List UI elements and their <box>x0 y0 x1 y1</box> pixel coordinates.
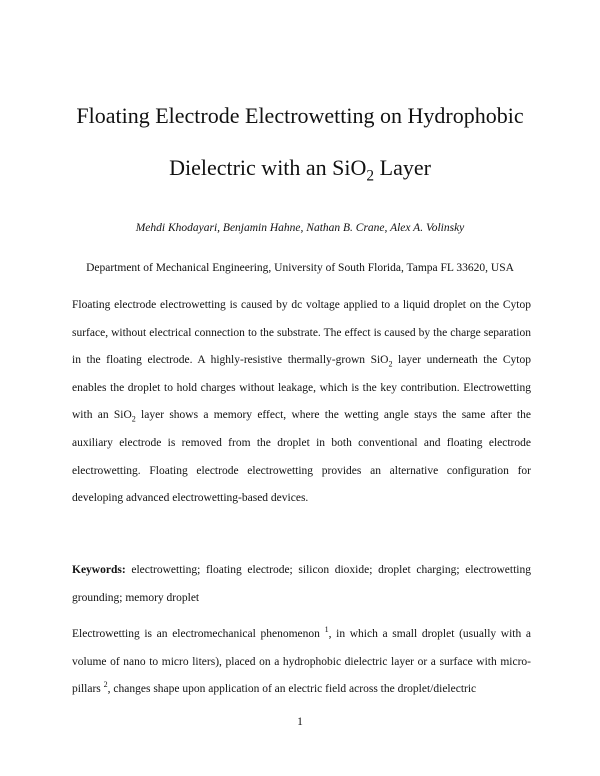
page-number: 1 <box>297 716 303 728</box>
author-list: Mehdi Khodayari, Benjamin Hahne, Nathan B. Crane, Alex A. Volinsky <box>135 222 465 234</box>
intro-paragraph: Electrowetting is an electromechanical phenomenon $^1$, in which a small droplet (usually with a volume of nano to micro liters), placed on a hydrophobic dielectric layer or a surface with micro-pillars $^2$, changes shape upon application of an electric field across the droplet/dielectric <box>72 625 532 696</box>
affiliation: Department of Mechanical Engineering, University of South Florida, Tampa FL 33620, USA <box>86 262 514 274</box>
paper-title-line-2: Dielectric with an SiO$_2$ Layer <box>169 155 431 185</box>
keywords: Keywords: electrowetting; floating electrode; silicon dioxide; droplet charging; electrowetting grounding; memory droplet <box>72 564 531 604</box>
keywords-label: Keywords: <box>72 564 126 576</box>
abstract: Floating electrode electrowetting is caused by dc voltage applied to a liquid droplet on the Cytop surface, without electrical connection to the substrate. The effect is caused by the charge separation in the floating electrode. A highly-resistive thermally-grown SiO$_2$ layer underneath the Cytop enables the droplet to hold charges without leakage, which is the key contribution. Electrowetting with an SiO$_2$ layer shows a memory effect, where the wetting angle stays the same after the auxiliary electrode is removed from the droplet in both conventional and floating electrode electrowetting. Floating electrode electrowetting provides an alternative configuration for developing advanced electrowetting-based devices. <box>72 299 531 505</box>
paper-title-line-1: Floating Electrode Electrowetting on Hydrophobic <box>76 103 524 128</box>
